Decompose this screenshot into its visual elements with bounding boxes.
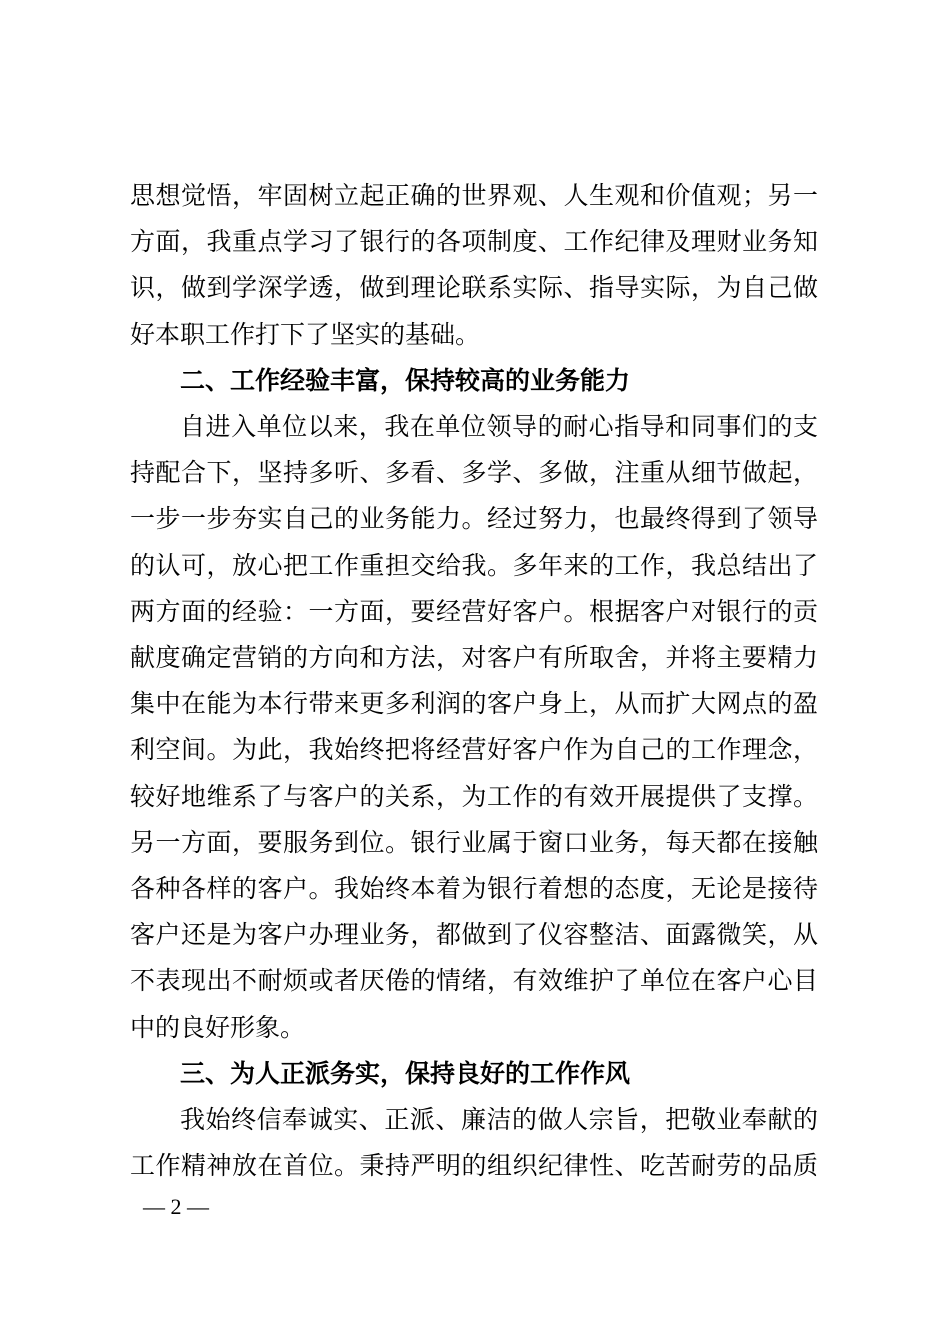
body-line: 献度确定营销的方向和方法，对客户有所取舍，并将主要精力 [130,643,818,672]
body-line: 集中在能为本行带来更多利润的客户身上，从而扩大网点的盈 [130,689,818,718]
body-line: 较好地维系了与客户的关系，为工作的有效开展提供了支撑。 [130,782,818,811]
paragraph-first-line: 自进入单位以来，我在单位领导的耐心指导和同事们的支 [180,412,818,441]
paragraph-first-line: 我始终信奉诚实、正派、廉洁的做人宗旨，把敬业奉献的 [180,1105,818,1134]
body-line: 另一方面，要服务到位。银行业属于窗口业务，每天都在接触 [130,828,818,857]
body-line: 客户还是为客户办理业务，都做到了仪容整洁、面露微笑，从 [130,920,818,949]
body-line: 识，做到学深学透，做到理论联系实际、指导实际，为自己做 [130,273,818,302]
body-line: 各种各样的客户。我始终本着为银行着想的态度，无论是接待 [130,874,818,903]
body-line: 工作精神放在首位。秉持严明的组织纪律性、吃苦耐劳的品质 [130,1151,818,1180]
body-line: 思想觉悟，牢固树立起正确的世界观、人生观和价值观；另一 [130,181,818,210]
body-line: 两方面的经验：一方面，要经营好客户。根据客户对银行的贡 [130,597,818,626]
page-number: — 2 — [143,1194,209,1219]
body-line: 的认可，放心把工作重担交给我。多年来的工作，我总结出了 [130,551,818,580]
body-line: 好本职工作打下了坚实的基础。 [130,320,481,349]
body-line: 中的良好形象。 [130,1013,306,1042]
body-line: 方面，我重点学习了银行的各项制度、工作纪律及理财业务知 [130,227,818,256]
body-line: 持配合下，坚持多听、多看、多学、多做，注重从细节做起， [130,458,818,487]
body-line: 不表现出不耐烦或者厌倦的情绪，有效维护了单位在客户心目 [130,966,818,995]
section-heading: 三、为人正派务实，保持良好的工作作风 [180,1059,631,1088]
body-line: 一步一步夯实自己的业务能力。经过努力，也最终得到了领导 [130,504,818,533]
body-line: 利空间。为此，我始终把将经营好客户作为自己的工作理念， [130,735,818,764]
section-heading: 二、工作经验丰富，保持较高的业务能力 [180,366,631,395]
